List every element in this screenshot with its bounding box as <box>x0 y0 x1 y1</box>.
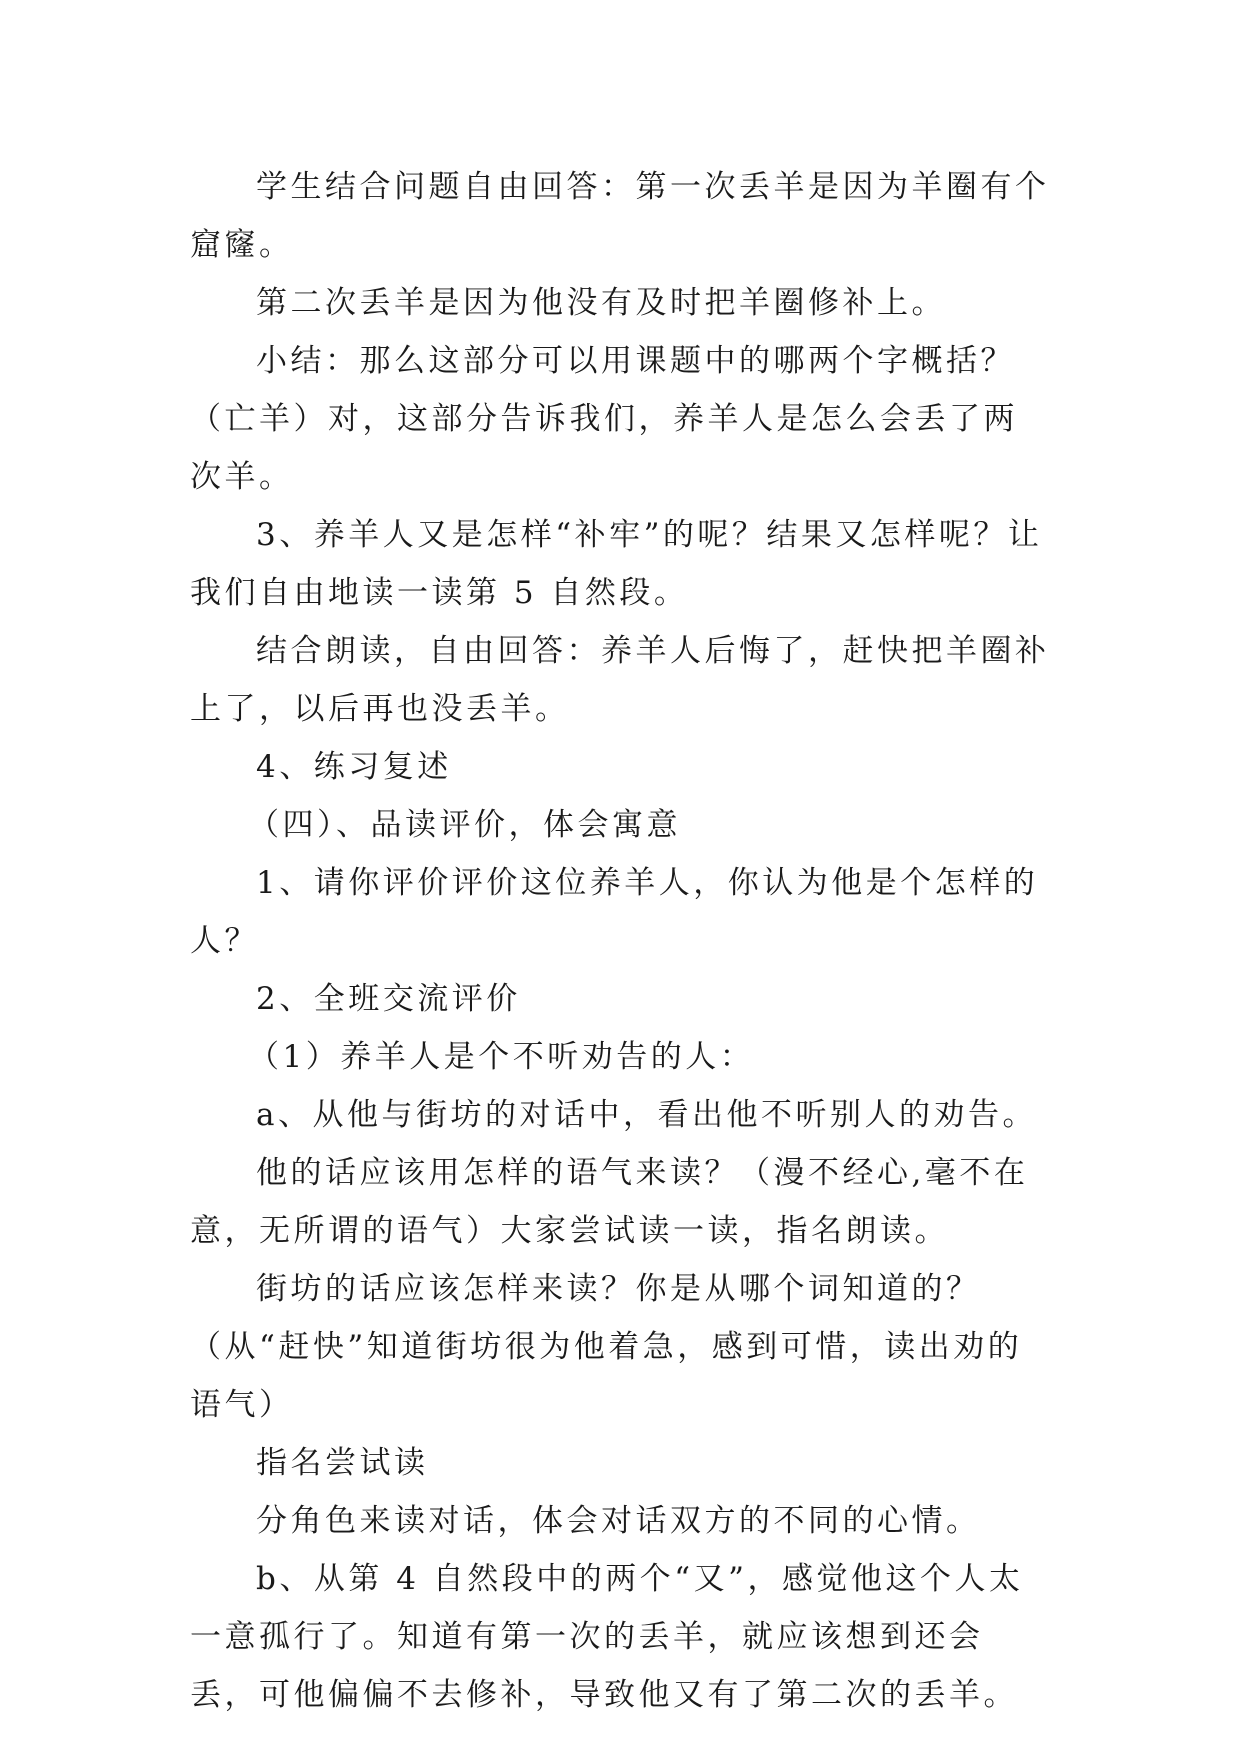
paragraph-role-reading: 分角色来读对话，体会对话双方的不同的心情。 <box>256 1503 981 1539</box>
paragraph-summary: 小结：那么这部分可以用课题中的哪两个字概括？（亡羊）对，这部分告诉我们，养羊人是怎么会丢了两次羊。 <box>190 343 1018 495</box>
paragraph-point-1: （1）养羊人是个不听劝告的人： <box>248 1039 755 1075</box>
paragraph-point-a: a、从他与街坊的对话中，看出他不听别人的劝告。 <box>256 1097 1037 1133</box>
paragraph-neighbor-question: 街坊的话应该怎样来读？你是从哪个词知道的？（从“赶快”知道街坊很为他着急，感到可惜，读出劝的语气） <box>190 1271 1023 1423</box>
paragraph-item-1: 1、请你评价评价这位养羊人，你认为他是个怎样的人？ <box>190 865 1039 959</box>
document-page <box>190 158 1050 1724</box>
paragraph-answer-first-loss: 学生结合问题自由回答：第一次丢羊是因为羊圈有个窟窿。 <box>190 169 1050 263</box>
paragraph-reading-answer: 结合朗读，自由回答：养羊人后悔了，赶快把羊圈补上了，以后再也没丢羊。 <box>190 633 1050 727</box>
paragraph-question-3: 3、养羊人又是怎样“补牢”的呢？结果又怎样呢？让我们自由地读一读第 5 自然段。 <box>190 517 1043 611</box>
paragraph-item-2: 2、全班交流评价 <box>256 981 521 1017</box>
paragraph-tone-question: 他的话应该用怎样的语气来读？（漫不经心,毫不在意，无所谓的语气）大家尝试读一读，指名朗读。 <box>190 1155 1029 1249</box>
paragraph-point-b: b、从第 4 自然段中的两个“又”，感觉他这个人太一意孤行了。知道有第一次的丢羊，就应该想到还会丢，可他偏偏不去修补，导致他又有了第二次的丢羊。 <box>190 1561 1024 1713</box>
paragraph-try-reading: 指名尝试读 <box>256 1445 429 1481</box>
paragraph-second-loss: 第二次丢羊是因为他没有及时把羊圈修补上。 <box>256 285 946 321</box>
paragraph-item-4: 4、练习复述 <box>256 749 452 785</box>
section-heading-4: （四）、品读评价，体会寓意 <box>248 807 681 843</box>
